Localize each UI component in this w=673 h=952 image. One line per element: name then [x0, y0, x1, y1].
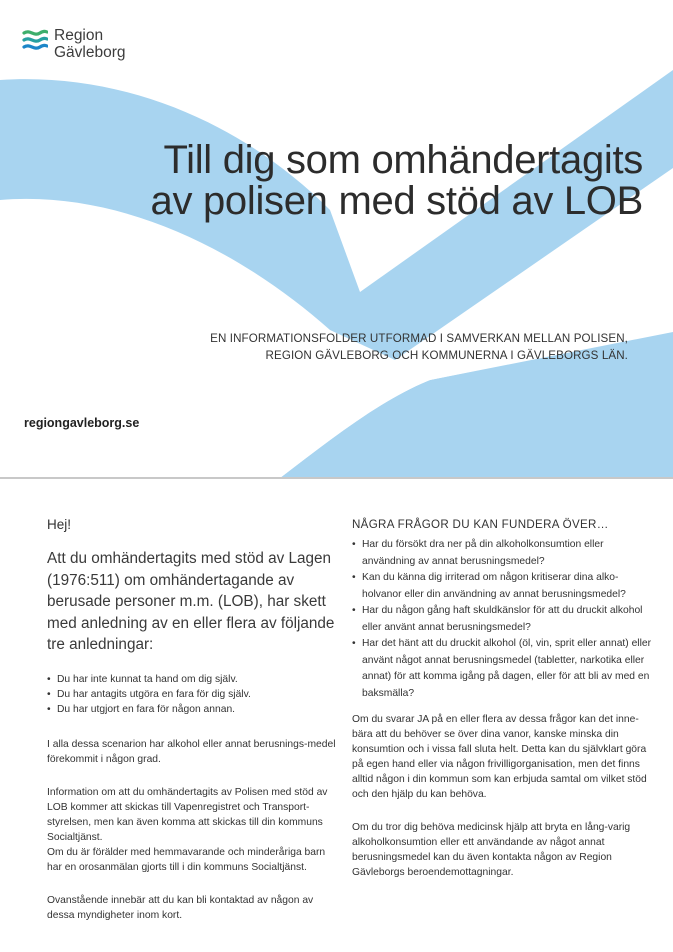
title-line-2: av polisen med stöd av LOB: [150, 179, 643, 223]
questions-heading: NÅGRA FRÅGOR DU KAN FUNDERA ÖVER…: [352, 518, 609, 531]
reason-item: • Du har antagits utgöra en fara för dig själv.: [47, 687, 337, 702]
page-fold-divider: [0, 477, 673, 479]
question-item: • Kan du känna dig irriterad om någon kritiserar dina alko-holvanor eller din användning av annat berusningsmedel?: [352, 570, 652, 603]
logo-text-line1: Region: [54, 27, 104, 44]
question-item: • Har du försökt dra ner på din alkoholkonsumtion eller användning av annat berusningsmedel?: [352, 537, 652, 570]
website-link[interactable]: regiongavleborg.se: [24, 416, 140, 430]
cover-subtitle: [158, 330, 628, 364]
subtitle-line-2: REGION GÄVLEBORG OCH KOMMUNERNA I GÄVLEBORGS LÄN.: [265, 349, 628, 362]
region-gavleborg-logo-icon: [22, 27, 48, 61]
reason-item: • Du har utgjort en fara för någon annan.: [47, 702, 337, 717]
answer-yes-paragraph: Om du svarar JA på en eller flera av dessa frågor kan det inne-bära att du behöver se över dina vanor, kanske minska din konsumtion och i vissa fall sluta helt. Detta kan du självklart göra på egen hand eller via någon frivilligorganisation, men det finns alltid någon i din kommun som kan erbjuda samtal om vilket stöd och den hjälp du kan behöva.: [352, 714, 647, 800]
registry-paragraph: Information om att du omhändertagits av Polisen med stöd av LOB kommer att skickas till Vapenregistret och Transport-styrelsen, men kan även komma att skickas till din kommuns Socialtjänst.: [47, 786, 328, 843]
question-item: • Har du någon gång haft skuldkänslor för att du druckit alkohol eller använt annat berusningsmedel?: [352, 603, 652, 636]
reasons-list: [47, 672, 337, 717]
medical-help-paragraph: Om du tror dig behöva medicinsk hjälp att bryta en lång-varig alkoholkonsumtion eller ett användande av något annat berusningsmedel kan du även kontakta någon av Region Gävleborgs beroendemottagningar.: [352, 822, 631, 878]
reason-item: • Du har inte kunnat ta hand om dig själv.: [47, 672, 337, 687]
scenario-paragraph: I alla dessa scenarion har alkohol eller annat berusnings-medel förekommit i någon grad.: [47, 738, 336, 765]
question-item: • Har det hänt att du druckit alkohol (öl, vin, sprit eller annat) eller använt något annat berusningsmedel (tabletter, narkotika eller annat) för att komma igång på dagen, eller för att bli av med en baksmälla?: [352, 636, 652, 702]
subtitle-line-1: EN INFORMATIONSFOLDER UTFORMAD I SAMVERKAN MELLAN POLISEN,: [210, 332, 628, 345]
region-gavleborg-logo: [22, 27, 126, 61]
parent-paragraph: Om du är förälder med hemmavarande och minderåriga barn har en orosanmälan gjorts till i din kommuns Socialtjänst.: [47, 846, 326, 873]
greeting: Hej!: [47, 517, 72, 532]
logo-text-line2: Gävleborg: [54, 44, 126, 61]
left-column: [47, 517, 337, 941]
right-column: [352, 517, 652, 898]
intro-paragraph: Att du omhändertagits med stöd av Lagen (1976:511) om omhändertagande av berusade personer m.m. (LOB), har skett med anledning av en eller flera av följande tre anledningar:: [47, 550, 335, 653]
contact-paragraph: Ovanstående innebär att du kan bli kontaktad av någon av dessa myndigheter inom kort.: [47, 894, 314, 921]
cover-title: [58, 140, 643, 222]
questions-list: [352, 537, 652, 702]
title-line-1: Till dig som omhändertagits: [163, 138, 643, 182]
